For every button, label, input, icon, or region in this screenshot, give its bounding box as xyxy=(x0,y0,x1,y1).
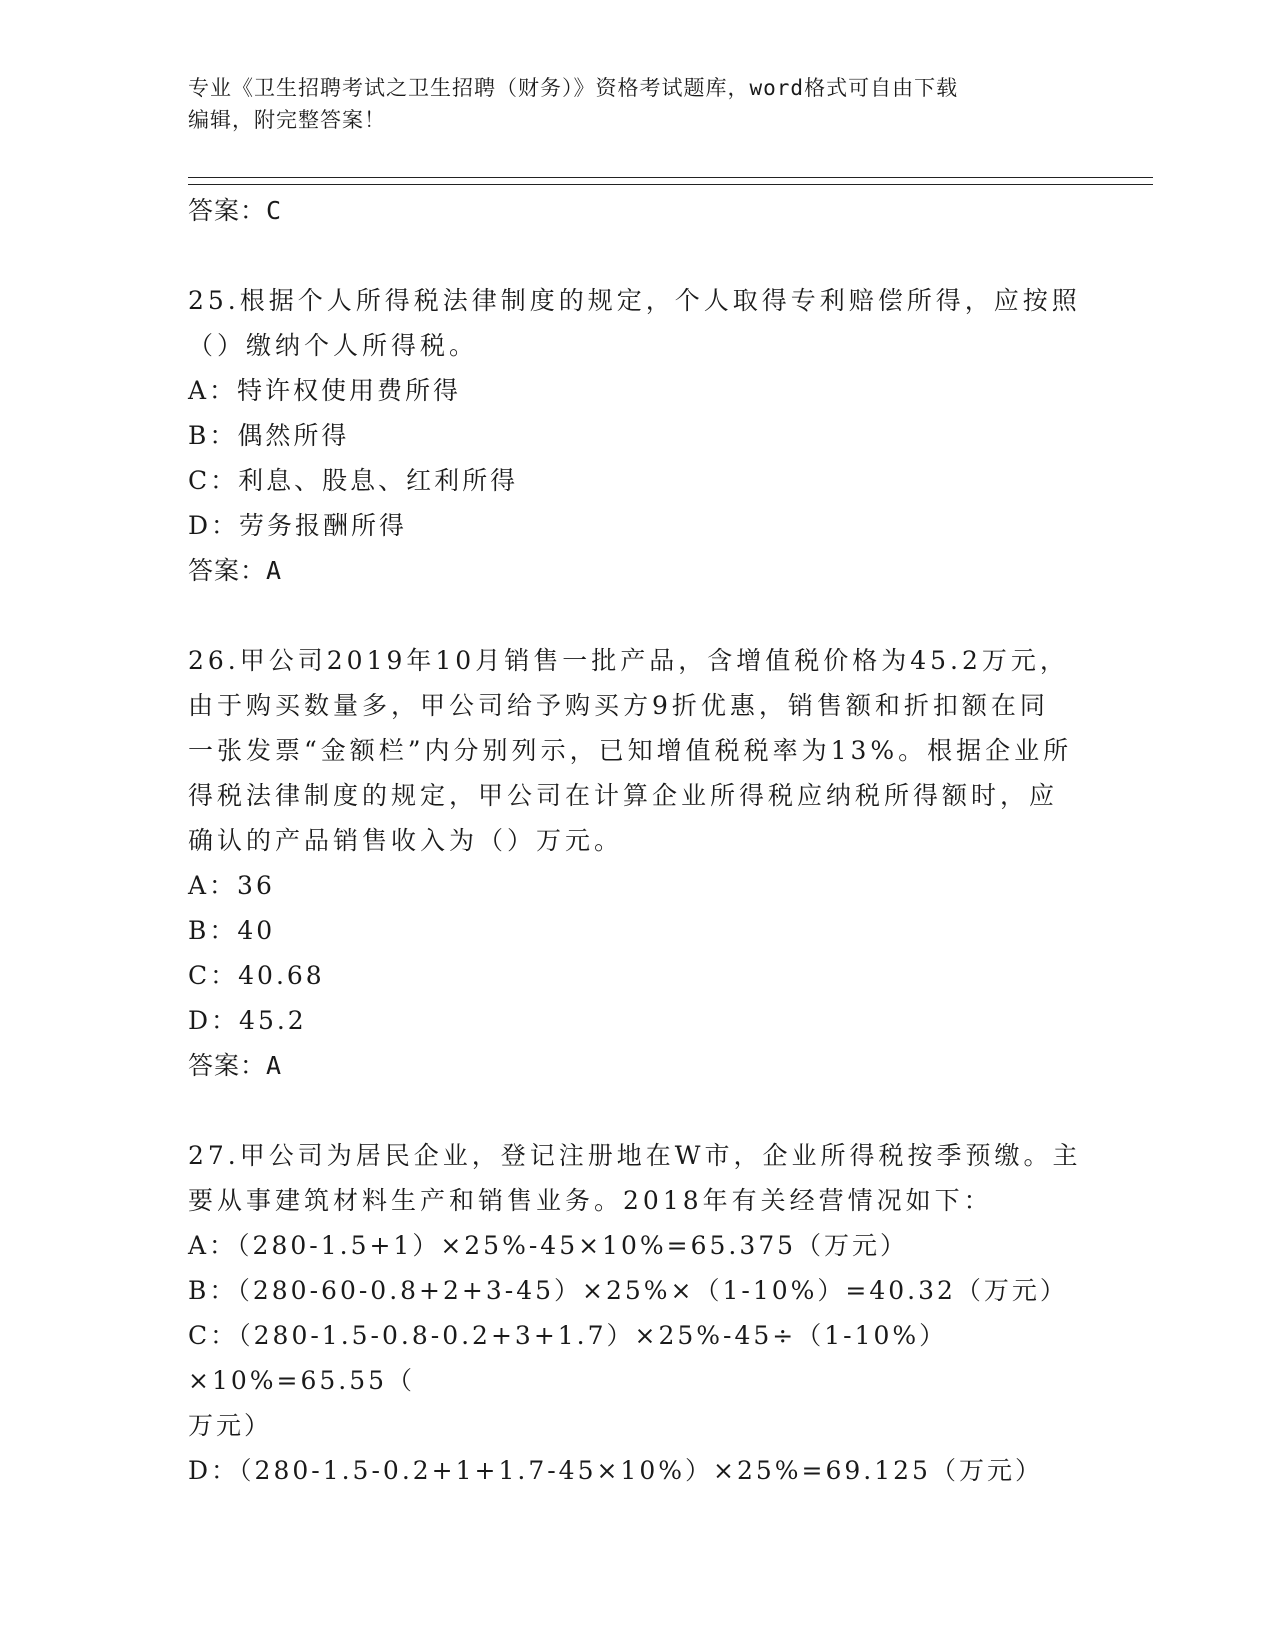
question-block-27 xyxy=(188,1133,1088,1493)
spacer xyxy=(188,233,1088,278)
option-c: C：40.68 xyxy=(188,961,325,990)
option-c-continued: 万元） xyxy=(188,1411,273,1440)
question-line: 要从事建筑材料生产和销售业务。2018年有关经营情况如下： xyxy=(188,1186,993,1215)
answer-line: 答案：A xyxy=(188,556,283,585)
question-line: 25.根据个人所得税法律制度的规定，个人取得专利赔偿所得，应按照 xyxy=(188,286,1081,315)
spacer xyxy=(188,593,1088,638)
option-c: C：（280-1.5-0.8-0.2+3+1.7）×25%-45÷（1-10%）×10%=65.55（ xyxy=(188,1321,948,1395)
question-line: 一张发票“金额栏”内分别列示，已知增值税税率为13%。根据企业所 xyxy=(188,736,1073,765)
option-d: D：45.2 xyxy=(188,1006,307,1035)
question-line: 由于购买数量多，甲公司给予购买方9折优惠，销售额和折扣额在同 xyxy=(188,691,1049,720)
answer-line: 答案：C xyxy=(188,196,283,225)
question-line: 26.甲公司2019年10月销售一批产品，含增值税价格为45.2万元， xyxy=(188,646,1069,675)
question-block-26 xyxy=(188,638,1088,1088)
option-d: D：劳务报酬所得 xyxy=(188,511,408,540)
page-header xyxy=(188,72,1088,136)
option-d: D：（280-1.5-0.2+1+1.7-45×10%）×25%=69.125（万元） xyxy=(188,1456,1043,1485)
option-b: B：（280-60-0.8+2+3-45）×25%×（1-10%）=40.32（万元） xyxy=(188,1276,1068,1305)
question-line: 确认的产品销售收入为（）万元。 xyxy=(188,826,624,855)
option-a: A：36 xyxy=(188,871,275,900)
question-line: 得税法律制度的规定，甲公司在计算企业所得税应纳税所得额时，应 xyxy=(188,781,1059,810)
option-a: A：（280-1.5+1）×25%-45×10%=65.375（万元） xyxy=(188,1231,909,1260)
question-line: 27.甲公司为居民企业，登记注册地在W市，企业所得税按季预缴。主 xyxy=(188,1141,1082,1170)
header-divider xyxy=(188,177,1153,185)
document-body xyxy=(188,188,1088,1493)
header-line-2: 编辑，附完整答案！ xyxy=(188,108,386,132)
option-c: C：利息、股息、红利所得 xyxy=(188,466,519,495)
question-line: （）缴纳个人所得税。 xyxy=(188,331,479,360)
option-a: A：特许权使用费所得 xyxy=(188,376,462,405)
option-b: B：40 xyxy=(188,916,276,945)
question-block-25 xyxy=(188,278,1088,593)
spacer xyxy=(188,1088,1088,1133)
header-line-1: 专业《卫生招聘考试之卫生招聘（财务）》资格考试题库，word格式可自由下载 xyxy=(188,76,959,100)
answer-line: 答案：A xyxy=(188,1051,283,1080)
option-b: B：偶然所得 xyxy=(188,421,350,450)
